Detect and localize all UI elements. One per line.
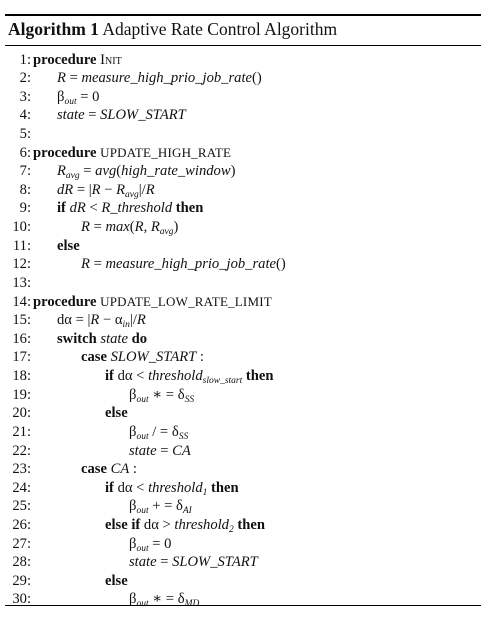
code-token: Init: [100, 51, 122, 68]
line-number: 1:: [19, 51, 31, 68]
subscript: SS: [184, 394, 195, 405]
subscript: out: [136, 543, 149, 554]
code-line: [5, 274, 481, 293]
code-token: =: [156, 554, 173, 571]
subscript: out: [64, 96, 77, 107]
code-token: high_rate_window: [121, 163, 231, 180]
code-token: =: [156, 442, 173, 459]
code-line: [5, 125, 481, 144]
subscript: 2: [228, 525, 234, 535]
code-line: [5, 255, 481, 274]
caption-rule: [5, 45, 481, 46]
code-token: <: [132, 479, 149, 496]
line-number: 29:: [12, 572, 31, 589]
line-code: [129, 590, 199, 609]
keyword: case: [81, 461, 111, 478]
code-token: ∗ =: [148, 386, 178, 403]
line-code: [129, 386, 194, 405]
code-line: [5, 144, 481, 163]
line-code: [57, 237, 80, 256]
line-code: [105, 572, 128, 591]
line-number: 3:: [19, 88, 31, 105]
code-line: [5, 181, 481, 200]
code-token: ∗ =: [148, 591, 178, 608]
code-token: R: [81, 219, 90, 236]
code-token: avg: [95, 163, 117, 180]
code-line: [5, 311, 481, 330]
subscript: AI: [182, 506, 192, 517]
line-code: [57, 88, 99, 107]
line-code: [33, 144, 231, 163]
code-token: <: [132, 368, 149, 385]
line-code: [81, 255, 286, 274]
code-token: δ: [171, 423, 179, 440]
code-line: [5, 553, 481, 572]
keyword: else: [105, 405, 128, 422]
line-code: [81, 348, 204, 367]
line-code: [57, 330, 147, 349]
code-token: β: [129, 423, 137, 440]
code-token: =: [79, 163, 96, 180]
line-code: [129, 553, 258, 572]
line-code: [105, 479, 239, 498]
code-token: d: [57, 312, 65, 329]
code-token: state: [129, 442, 157, 459]
line-number: 20:: [12, 405, 31, 422]
line-number: 12:: [12, 256, 31, 273]
code-line: [5, 423, 481, 442]
code-token: =: [84, 107, 101, 124]
code-token: d: [143, 517, 152, 533]
code-token: UPDATE_HIGH_RATE: [100, 144, 232, 160]
subscript: 1: [202, 487, 208, 498]
line-code: [57, 106, 186, 125]
code-token: =: [89, 256, 106, 273]
code-token: δ: [175, 498, 183, 515]
code-token: R_threshold: [101, 200, 173, 217]
subscript: MD: [184, 599, 200, 610]
code-token: α: [64, 312, 72, 329]
line-code: [33, 293, 272, 312]
code-token: ): [173, 219, 179, 236]
line-number: 19:: [12, 386, 31, 403]
code-line: [5, 293, 481, 312]
code-token: state: [129, 554, 157, 571]
code-line: [5, 199, 481, 218]
line-code: [81, 218, 178, 237]
code-token: −: [99, 312, 115, 329]
code-line: [5, 479, 481, 498]
line-code: [57, 181, 155, 200]
code-token: >: [158, 517, 175, 533]
code-token: max: [105, 219, 130, 236]
code-line: [5, 162, 481, 181]
subscript: slow_start: [202, 376, 243, 387]
code-token: (): [251, 70, 262, 87]
code-token: R: [150, 219, 160, 236]
code-token: (: [129, 219, 135, 236]
code-token: β: [57, 88, 65, 105]
keyword: if: [105, 368, 118, 385]
line-number: 14:: [12, 293, 31, 310]
code-token: R: [91, 181, 101, 198]
keyword: then: [172, 200, 204, 217]
keyword: then: [207, 479, 239, 496]
code-token: β: [129, 535, 137, 552]
keyword: procedure: [33, 293, 101, 310]
line-code: [105, 367, 273, 386]
line-number: 25:: [12, 498, 31, 515]
keyword: if: [57, 200, 70, 217]
code-token: R: [136, 312, 146, 329]
code-token: measure_high_prio_job_rate: [105, 256, 276, 273]
code-token: = |: [71, 312, 91, 329]
line-number: 5:: [19, 125, 31, 142]
line-code: [105, 404, 128, 423]
line-number: 21:: [12, 423, 31, 440]
code-token: R: [57, 163, 66, 180]
line-number: 22:: [12, 442, 31, 459]
code-token: |/: [129, 312, 137, 329]
code-token: β: [129, 498, 137, 515]
keyword: if: [105, 479, 118, 496]
keyword: procedure: [33, 51, 101, 68]
line-number: 15:: [12, 312, 31, 329]
code-line: [5, 69, 481, 88]
code-token: threshold: [148, 479, 203, 496]
keyword: switch: [57, 330, 101, 347]
code-token: (: [116, 163, 122, 180]
code-token: R: [145, 181, 155, 198]
line-number: 17:: [12, 349, 31, 366]
line-code: [57, 199, 203, 218]
line-number: 6:: [19, 144, 31, 161]
algorithm-caption: [8, 19, 337, 40]
code-token: =: [89, 219, 106, 236]
code-line: [5, 237, 481, 256]
line-code: [129, 535, 171, 554]
code-token: threshold: [148, 368, 203, 385]
code-line: [5, 330, 481, 349]
line-number: 16:: [12, 330, 31, 347]
bottom-rule: [5, 605, 481, 606]
keyword: case: [81, 349, 111, 366]
subscript: out: [136, 431, 149, 442]
caption-label: Algorithm 1: [8, 19, 99, 39]
code-line: [5, 497, 481, 516]
code-token: = |: [73, 181, 92, 198]
keyword: else: [105, 572, 128, 589]
line-number: 18:: [12, 368, 31, 385]
line-number: 8:: [19, 181, 31, 198]
subscript: out: [136, 599, 149, 610]
code-token: (): [275, 256, 286, 273]
algorithm-box: [5, 14, 481, 610]
code-line: [5, 348, 481, 367]
code-token: |/: [138, 181, 146, 198]
code-line: [5, 516, 481, 535]
line-code: [129, 423, 188, 442]
code-token: SLOW_START: [100, 107, 186, 124]
subscript: SS: [178, 431, 189, 442]
code-token: = 0: [148, 535, 172, 552]
line-code: [57, 311, 146, 330]
line-code: [81, 460, 137, 479]
line-number: 10:: [12, 219, 31, 236]
code-token: =: [65, 70, 82, 87]
code-token: UPDATE_LOW_RATE_LIMIT: [100, 293, 272, 309]
code-token: δ: [177, 386, 185, 403]
code-token: R: [57, 70, 66, 87]
code-token: β: [129, 386, 137, 403]
code-token: R: [81, 256, 90, 273]
subscript: avg: [159, 227, 174, 238]
line-number: 24:: [12, 479, 31, 496]
code-token: dR: [69, 200, 86, 217]
code-line: [5, 51, 481, 70]
code-token: state: [57, 107, 85, 124]
code-token: −: [100, 181, 117, 198]
line-code: [105, 516, 265, 535]
code-line: [5, 106, 481, 125]
subscript: out: [136, 506, 149, 517]
code-token: <: [85, 200, 102, 217]
code-line: [5, 460, 481, 479]
keyword: do: [127, 330, 148, 347]
code-token: CA: [110, 461, 130, 478]
code-token: threshold: [174, 517, 229, 533]
code-token: / =: [148, 423, 172, 440]
line-number: 4:: [19, 107, 31, 124]
line-number: 9:: [19, 200, 31, 217]
keyword: then: [233, 517, 265, 533]
line-code: [129, 497, 192, 516]
code-token: d: [117, 479, 125, 496]
keyword: then: [242, 368, 274, 385]
subscript: avg: [125, 189, 139, 200]
keyword: else: [57, 237, 80, 254]
line-number: 7:: [19, 163, 31, 180]
keyword: else if: [105, 517, 144, 533]
code-token: R: [90, 312, 100, 329]
code-token: measure_high_prio_job_rate: [81, 70, 252, 87]
line-number: 28:: [12, 554, 31, 571]
code-token: α: [114, 312, 123, 329]
code-line: [5, 442, 481, 461]
code-token: R: [134, 219, 144, 236]
line-number: 13:: [12, 274, 31, 291]
line-number: 11:: [12, 237, 31, 254]
subscript: out: [136, 394, 149, 405]
line-number: 26:: [12, 517, 31, 533]
line-number: 23:: [12, 461, 31, 478]
code-line: [5, 404, 481, 423]
code-token: :: [196, 349, 204, 366]
code-token: dR: [57, 181, 74, 198]
subscript: in: [122, 320, 130, 331]
code-token: SLOW_START: [172, 554, 258, 571]
code-token: α: [124, 479, 133, 496]
code-token: α: [151, 517, 159, 533]
code-line: [5, 590, 481, 609]
code-line: [5, 367, 481, 386]
caption-title: Adaptive Rate Control Algorithm: [102, 19, 338, 39]
line-number: 2:: [19, 70, 31, 87]
code-token: ,: [143, 219, 151, 236]
code-token: state: [100, 330, 128, 347]
line-number: 30:: [12, 591, 31, 608]
code-token: d: [117, 368, 125, 385]
line-code: [33, 51, 122, 70]
code-token: β: [129, 591, 137, 608]
code-token: α: [124, 368, 133, 385]
code-token: SLOW_START: [110, 349, 197, 366]
code-token: δ: [177, 591, 185, 608]
code-line: [5, 218, 481, 237]
code-line: [5, 535, 481, 554]
line-code: [57, 69, 262, 88]
line-code: [57, 162, 235, 181]
code-token: CA: [172, 442, 191, 459]
code-token: + =: [148, 498, 176, 515]
code-line: [5, 88, 481, 107]
line-code: [129, 442, 191, 461]
code-token: = 0: [76, 88, 100, 105]
code-token: ): [230, 163, 236, 180]
line-number: 27:: [12, 535, 31, 552]
code-line: [5, 386, 481, 405]
code-line: [5, 572, 481, 591]
code-token: :: [129, 461, 137, 478]
keyword: procedure: [33, 144, 101, 161]
top-rule: [5, 14, 481, 16]
subscript: avg: [65, 171, 80, 182]
code-token: R: [116, 181, 126, 198]
